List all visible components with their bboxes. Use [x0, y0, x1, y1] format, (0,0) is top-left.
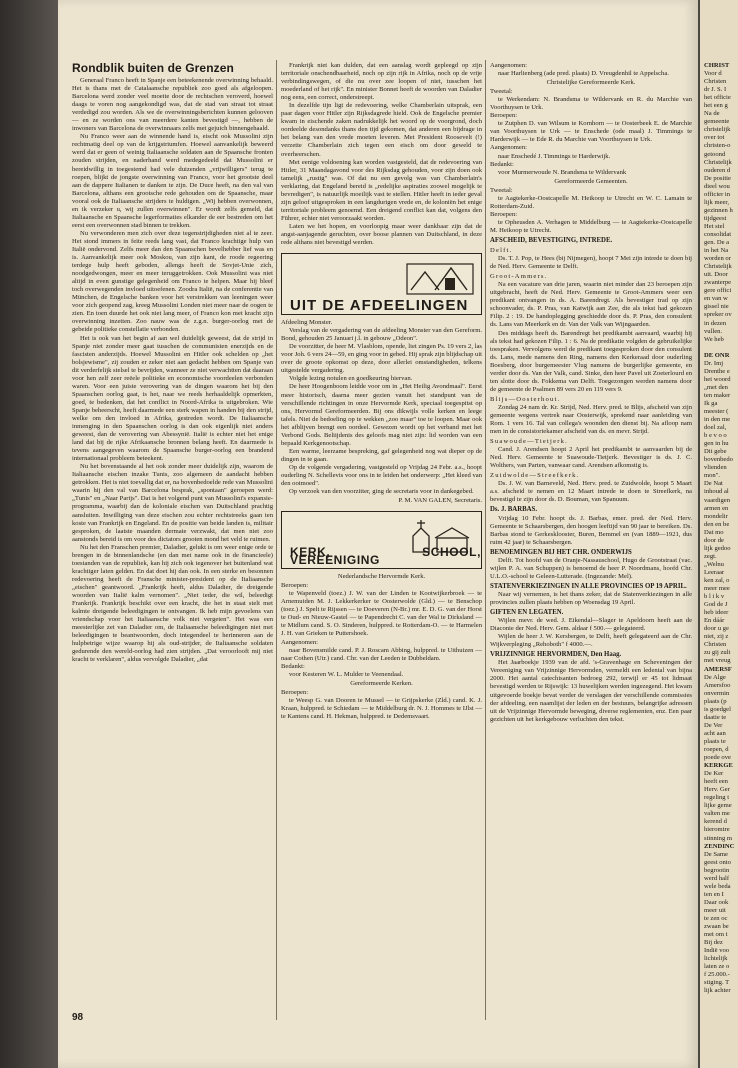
fragment-line: vullen.	[704, 327, 723, 335]
fragment-line: lijk achter	[704, 987, 731, 995]
fragment-line: Christen	[704, 78, 727, 86]
article-paragraph: Op de volgende vergadering, vastgesteld op Vrijdag 24 Febr. a.s., hoopt ouderling N. Schellevis voor ons in te leiden het onderwerp: „Het kleed van den ootmoed".	[281, 463, 482, 488]
article-paragraph: Aangenomen:	[281, 638, 318, 646]
fragment-line: poede ove	[704, 754, 731, 762]
section-heading: Ds. J. BARBAS.	[490, 506, 538, 514]
article-paragraph: Aangenomen:	[490, 144, 527, 152]
fragment-line: doel zal,	[704, 424, 727, 432]
fragment-line: getoond	[704, 150, 726, 158]
article-paragraph: Delft. Tot hoofd van de Oranje-Nassauschool, Hugo de Grootstraat (vac. wijlen P. A. van Schuppen) is benoemd de heer P. Noordmans, hoofd Chr. U.L.O.-school te Geleen-Lutterade. (Ingezande: Mel).	[490, 556, 692, 580]
fragment-line: het woord	[704, 375, 731, 383]
fragment-line: het officie	[704, 94, 731, 102]
fragment-line: Bij dez	[704, 939, 723, 947]
fragment-line: De Nat	[704, 480, 723, 488]
fragment-line: christen-o	[704, 142, 731, 150]
page-number: 98	[72, 1012, 84, 1023]
fragment-line: Daar ook	[704, 898, 729, 906]
article-paragraph: In dezelfde tijn ligt de redevoering, welke Chamberlain uitsprak, een paar dagen voor Hitler zijn Rijksdagrede hield. Ook de Engelsche premier kwam in eischende zaken nadrukkelijk het woord op de voorgrond, doch oordeelde desondanks thans den tijd gekomen, dat anderen een bijdrage in het belang van den vrede moeten leveren. Met President Roosevelt (!) verzette Chamberlain zich tegen een eisch om door geweld te overheerschen.	[281, 102, 482, 158]
fragment-line: mondelir	[704, 512, 728, 520]
article-paragraph: naar Enschedé J. Timmings te Harderwijk.	[498, 152, 611, 160]
article-paragraph: te Aagtekerke-Oostcapelle M. Heikoop te Utrecht en W. C. Lamain te Rotterdam-Zuid.	[490, 194, 692, 210]
fragment-line: De Ker	[704, 770, 724, 778]
signature: P. M. VAN GALEN, Secretaris.	[398, 497, 482, 505]
fragment-line: stinning m	[704, 834, 733, 842]
fragment-line: Christelijk	[704, 263, 732, 271]
article-paragraph: voor Kesteren W. L. Mulder te Veenendaal.	[289, 670, 404, 678]
fragment-line: niet, zij z	[704, 633, 729, 641]
place-heading: Delft.	[490, 247, 513, 255]
fragment-line: Dr. Imj	[704, 359, 724, 367]
article-paragraph: te Wapenveld (toez.) J. W. van der Linden te Kootwijkerbroek — te Arnemuiden M. J. Lekkerkerker te Oosterwolde (Gld.) — te Benschop (toez.) J. Spelt te Rijssen — te Doeveren (N-Br.) mr. E. D. G. van der Horst te Oud- en Nieuw-Gastel — te Papendrecht C. van der Wal te Dirksland — te Midlum cand. S. O. Sinderen, hulppred. te Rotterdam-O. — te Harmelen J. H. van Grieken te Puttershoek.	[281, 590, 482, 638]
fragment-line: Herv. Ger	[704, 786, 730, 794]
fragment-line: dieel wou	[704, 182, 730, 190]
banner-title: KERK, SCHOOL, VEREENIGING	[290, 545, 481, 568]
fragment-line: We heb	[704, 335, 724, 343]
section-heading: VRIJZINNIGE HERVORMDEN, Den Haag.	[490, 651, 622, 659]
fragment-line: ten en I	[704, 890, 724, 898]
article-paragraph: naar Bovensmilde cand. P. J. Roscam Abbing, hulppred. te Uithuizen — naar Cothen (Utr.) cand. Chr. van der Leeden te Dubbeldam.	[281, 646, 482, 662]
fragment-line: Amersfoo	[704, 681, 731, 689]
fragment-line: kerend d	[704, 818, 727, 826]
fragment-line: geest onto	[704, 858, 731, 866]
article-paragraph: Beroepen:	[490, 112, 518, 120]
fragment-line: zwanterpe	[704, 279, 732, 287]
article-paragraph: Nu verwonderen men zich over deze tegenstrijdigheden niet al te zeer. Het stond immers in feite reeds lang vast, dat Franco krachtige hulp van Italië ondervond. Zelfs meer dan den Spaanschen bevelhebber lief was en is. Aanvankelijk meer ook Moskou, van zijn kant, de roode regeering terdege hulp heeft geboden, allengs heeft de Sovjet-Unie zich, noodgedwongen, meer en meer teruggetrokken. Ook Mussolini was niet altijd in even gunstige gelegenheid om Franco te helpen. Maar hij bleef toch overwegenden invloed uitoefenen. Zoodra Italië, na de conferentie van München, de Engelsche banken voor het verstrekken van leeningen weer voor zich geopend zag, kreeg Mussolini Londen niet meer naar de oogen te zien. En toen duurde het ook niet lang meer, of Franco kon met kracht zijn overwinning inzetten. Zoo nauw was de z.g.n. burger-oorlog met de gebeide politieke constellatie verbonden.	[72, 229, 273, 334]
fragment-line: meer uit	[704, 906, 726, 914]
fragment-line: Dat mo	[704, 528, 724, 536]
binding-gutter	[0, 0, 58, 1068]
fragment-line: De Alge	[704, 673, 726, 681]
adjacent-page-column	[704, 62, 738, 995]
fragment-line: God de J	[704, 601, 728, 609]
article-paragraph: Beroepen:	[490, 210, 518, 218]
article-paragraph: Nu Franco weer aan de winnende hand is, eischt ook Mussolini zijn rechtmatig deel op van de krijgstriumfen. Hoewel aanvankelijk beweerd werd dat er geen of weinig Italiaansche soldaten aan de Spaansche fronten zouden strijden, en naderhand werd medegedeeld dat Mussolini er bereidwillig in toegestemd had vele duizenden „vrijwilligers" terug te roepen, blijkt de jongste overwinning van Franco, voor het grootste deel aan de dappere Italianen te danken te zijn. De Duce heeft, na den val van Barcelona, althans een grootsche rede gehouden om de Spaansche, maar vooral ook de Italiaansche strijders te huldigen. „Wij hebben overwonnen, en ik verzeker u, wij zullen overwinnen". Er wordt zelfs gemeld, dat Italiaansche en Spaansche legerformaties elkander de eer bestreden om het eerst een overwonnen stad binnen te trekken.	[72, 133, 273, 229]
article-paragraph: voor Murmerwoude N. Brandsma te Wildervank	[498, 168, 627, 176]
fragment-line: En dáár	[704, 617, 725, 625]
section-banner-afdeelingen	[281, 253, 482, 315]
fragment-line: lijk meer,	[704, 198, 730, 206]
section-subhead: Nederlandsche Hervormde Kerk.	[337, 573, 426, 581]
fragment-line: DE ONR	[704, 351, 730, 359]
fragment-line: hieromtre	[704, 826, 730, 834]
fragment-line: ten maker	[704, 391, 731, 399]
fragment-line: gen. De a	[704, 239, 730, 247]
fragment-line	[704, 344, 738, 352]
fragment-line: met om t	[704, 931, 728, 939]
place-heading: Blijs—Oosterhout.	[490, 395, 561, 403]
article-paragraph: De voorzitter, de heer M. Vlasblom, opende, liet zingen Ps. 19 vers 2, las voor Joh. 6 vers 24—59, en ging voor in gebed. Hij sprak zijn blijdschap uit over de groote opkomst op deze, door allerlei omstandigheden, telkens uitgestelde vergadering.	[281, 343, 482, 375]
article-paragraph: Wijlen mevr. de wed. J. Eikendal—Slager te Apeldoorn heeft aan de Diaconie der Ned. Herv. Gem. aldaar f 500.— gelegateerd.	[490, 617, 692, 633]
section-heading: BENOEMINGEN BIJ HET CHR. ONDERWIJS	[490, 548, 632, 556]
fragment-line: gere offici	[704, 287, 732, 295]
article-paragraph: Cand. J. Arendsen hoopt 2 April het predikambt te aanvaarden bij de Ned. Herv. Gemeente te Suawoude-Tietjerk. Bevestiger is ds. J. C. Wolthers, van Parten, vanwaar cand. Arendsen afkomstig is.	[490, 446, 692, 470]
section-subhead: Gereformeerde Kerken.	[350, 679, 413, 687]
banner-ornament-icon	[405, 260, 475, 300]
fragment-line: De Ver	[704, 721, 723, 729]
fragment-line: gissel nie	[704, 303, 729, 311]
fragment-line: christelijk	[704, 126, 731, 134]
fragment-line: roepen, d	[704, 745, 729, 753]
fragment-line: Leeraar	[704, 568, 725, 576]
fragment-line: plaats te	[704, 737, 726, 745]
fragment-line: begrootin	[704, 866, 730, 874]
article-paragraph: De heer Hoogenboom leidde voor om in „Het Heilig Avondmaal". Eerst meer historisch, daarna meer gezien vanuit het standpunt van de verschillende richtingen in onze Hervormde Kerk, speciaal toegespitst op ons, Hervormd Gereformeerden. Bij ons dikwijls volle kerken en leege tafels. Niet de bedoeling op te wekken „zoo maar" toe te loopen. Maar ook het afblijven brengt een oordeel. Gewezen wordt op het verband met het Verbond Gods. Beliijdenis des geloofs mag niet zijn: lid worden van een bepaald Kerkgenootschap.	[281, 383, 482, 447]
banner-title: UIT DE AFDEELINGEN	[290, 297, 469, 315]
fragment-line: daatie te	[704, 713, 727, 721]
fragment-line: Voor d	[704, 70, 722, 78]
article-paragraph: Na een vacature van drie jaren, waarin niet minder dan 23 beroepen zijn uitgebracht, heeft de Ned. Herv. Gemeente te Groot-Ammers weer een predikant ontvangen in ds. A. Barendregt. Als bevestiger trad op zijn schoonvader, ds. P. Pras, van Katwijk aan Zee, die als tekst had gekozen Filip. 2 : 19. De handoplegging geschiedde door ds. P. Pras, den consulent ds. Lans van Meerkerk en dr. Van der Valk van Wijngaarden.	[490, 281, 692, 329]
place-heading: Suawoude—Tietjerk.	[490, 438, 568, 446]
fragment-line: De positie	[704, 174, 731, 182]
fragment-line: „Welnu	[704, 560, 724, 568]
fragment-line: vlienden	[704, 464, 727, 472]
fragment-line: „met den	[704, 383, 728, 391]
fragment-line: dr J. S. I	[704, 86, 727, 94]
fragment-line: gemeente	[704, 118, 730, 126]
adjacent-page	[700, 0, 738, 1068]
article-paragraph: te Werkendam: N. Brandsma te Wildervank en R. du Marchie van Voorthuysen te Urk.	[490, 96, 692, 112]
article-paragraph: Ds. T. J. Pop, te Hees (bij Nijmegen), hoopt 7 Mei zijn intrede te doen bij de Ned. Herv. Gemeente te Delft.	[490, 255, 692, 271]
fragment-line: vaardigen	[704, 496, 730, 504]
article-paragraph: Frankrijk niet kan dulden, dat een aanslag wordt gepleegd op zijn territoriale onschendbaarheid, noch op zijn rijk in Afrika, noch op de vrije verbindingswegen, of die nu over zee loopen of niet, tusschen het moederland of het rijk". En minister Bonnet heeft de woorden van Daladier nog eens, een correct, onderstreept.	[281, 62, 482, 102]
place-heading: Zuidwolde—Streefkerk.	[490, 472, 580, 480]
fragment-line: KERKGE	[704, 762, 733, 770]
fragment-line: door de	[704, 536, 724, 544]
fragment-line: lichtelijk	[704, 955, 728, 963]
article-paragraph: Ds. J. W. van Barneveld, Ned. Herv. pred. te Zuidwolde, hoopt 5 Maart a.s. afscheid te nemen en 12 Maart intrede te doen te Streefkerk, na bevestigd te zijn door ds. D. Bouman, van Spanuum.	[490, 480, 692, 504]
fragment-line: Christelijk	[704, 158, 732, 166]
fragment-line: gezinnen h	[704, 206, 733, 214]
fragment-line: zwaan be	[704, 923, 729, 931]
article-paragraph: Generaal Franco heeft in Spanje een beteekenende overwinning behaald. Het is thans met de Catalaansche republiek zoo goed als afgeloopen. Barcelona werd zonder veel moeite door de rechtschen veroverd, hoewel daags te voren nog aangekondigd was, dat de stad van straat tot straat verdedigd zou worden. Als we de overwinningsberichten kunnen gelooven — en ze worden ons van meerdere kanten bevestigd —, hebben de inwoners van Barcelona de overwinnaars zelfs met gejuich binnengehaald.	[72, 77, 273, 133]
fragment-line: zegt.	[704, 552, 717, 560]
column-2	[281, 62, 482, 1022]
fragment-line: laten ze o	[704, 963, 730, 971]
article-paragraph: Volgde lezing notulen en goedkeuring hiervan.	[289, 375, 413, 383]
column-3	[490, 62, 692, 1022]
article-paragraph: Met eenige voldoening kan worden vastgesteld, dat de redevoering van Hitler, 31 Maandagavond voor des Rijksdag gehouden, voor zijn doen ook tamelijk „rustig" was. Of dat nu een gevolg was van Chamberlain's verklaring, dat Engeland bereid is „redelijke aspiraties zoowel mogelijk te bevredigen", is natuurlijk moeilijk vast te stellen. Hitler heeft in ieder geval zijn geloof uitgesproken in een langdurigen vrede en, de koloniën het enige territoriale probleem genoemd. Een dreigend conflict kan dat, volgens den Führer, echter niet veroorzaakt worden.	[281, 158, 482, 222]
fragment-line: consolidat	[704, 230, 732, 238]
fragment-line: armen en	[704, 504, 729, 512]
fragment-line: Na de	[704, 110, 720, 118]
fragment-line: spreker ov	[704, 311, 732, 319]
fragment-line: stiging. T	[704, 979, 730, 987]
fragment-line: het een g	[704, 102, 728, 110]
fragment-line: worden or	[704, 255, 731, 263]
article-paragraph: Tweetal:	[490, 88, 513, 96]
fragment-line: regeling t	[704, 794, 730, 802]
fragment-line: bovenbedo	[704, 456, 733, 464]
fragment-line: is goedgel	[704, 705, 731, 713]
fragment-line: officier in	[704, 190, 731, 198]
fragment-line: over tot	[704, 134, 725, 142]
column-rule	[276, 60, 277, 1020]
fragment-line: door u ge	[704, 625, 729, 633]
fragment-line: b e v o o	[704, 432, 727, 440]
fragment-line: CHRIST	[704, 62, 730, 69]
section-subhead: Gereformeerde Gemeenten.	[554, 177, 628, 185]
article-paragraph: Bedankt:	[490, 160, 514, 168]
section-heading: GIFTEN EN LEGATEN.	[490, 609, 564, 617]
article-paragraph: Tweetal:	[490, 186, 513, 194]
article-paragraph: Het Jaarboekje 1939 van de afd. 's-Gravenhage en Scheveningen der Vereeniging van Vrijzinnige Hervormden, vermeldt een ledental van bijna 2000. Het aantal catechisanten bedroeg 292, terwijl er 45 tot lidmaat bevestigd werden te Rijswijk: 13 huwelijken werden ingezegend. Het kwam uitgevoerde boekje bevat verder de verslagen der verschillende commissies der afdeeling, een naamlijst der leden en der bestuurs, belangrijke adressen uit de Vrijzinnige Hervormde beweging, diverse reglementen, enz. Een paar gezichten uit het kerkgebouw verluchten den tekst.	[490, 659, 692, 723]
place-heading: Groot-Ammers.	[490, 273, 548, 281]
article-paragraph: Des middags heeft ds. Barendregt het predikambt aanvaard, waarbij hij als tekst had gekozen Filip. 1 : 6. Na de predikatie volgden de gebruikelijke toespraken. Vervolgens werd de predikant toegesproken door den consulent ds. Lans, mede namens den Ring, namens den Kerkeraad door ouderling Boesberg, door burgemeester Vlug namens de burgerlijke gemeente, en verder door ds. Van der Valk, cand. Sinke, den heer Pavel uit Zoeterlourd en ten slotte door ds. Fokkema van Delft. Toegezongen werden namens door de gemeente de Psalmen 89 vers 20 en 119 vers 9.	[490, 329, 692, 393]
fragment-line: mon".	[704, 472, 721, 480]
fragment-line: in den me	[704, 416, 731, 424]
fragment-line: lijke geme	[704, 802, 732, 810]
fragment-line: Christen	[704, 641, 727, 649]
article-paragraph: Aangenomen:	[490, 62, 527, 69]
fragment-line: werd half	[704, 874, 730, 882]
fragment-line: den en be	[704, 520, 730, 528]
fragment-line: zu gij zult	[704, 649, 731, 657]
column-1	[72, 62, 273, 1022]
article-paragraph: naar Harlienberg (ade pred. plaats) D. Vreugdenhil te Appelscha.	[498, 70, 669, 78]
fragment-line: gen in hu	[704, 440, 729, 448]
fragment-line: met vreug	[704, 657, 731, 665]
fragment-line: b l i k v	[704, 593, 725, 601]
article-paragraph: te Opheusden A. Verhagen te Middelburg — te Aagtekerke-Oostcapelle M. Heikoop te Utrecht.	[490, 218, 692, 234]
section-heading: STATENVERKIEZINGEN IN ALLE PROVINCIES OP 19 APRIL.	[490, 582, 687, 590]
article-paragraph: Bedankt:	[281, 662, 305, 670]
section-banner-kerk	[281, 511, 482, 569]
section-heading: AFSCHEID, BEVESTIGING, INTREDE.	[490, 236, 613, 244]
fragment-line: meer mee	[704, 585, 730, 593]
article-paragraph: Wijlen de heer J. W. Kersbergen, te Delft, heeft gelegateerd aan de Chr. Wijkverpleging „Rehoboth" f 4000.—.	[490, 633, 692, 649]
fragment-line: Ik ga	[704, 399, 718, 407]
fragment-line: in dezen	[704, 319, 727, 327]
section-subhead: Christelijke Gereformeerde Kerk.	[546, 79, 636, 87]
fragment-line: heb ideer	[704, 609, 729, 617]
article-paragraph: Laten we het hopen, en voorloopig maar weer dankbaar zijn dat de angst-aanjagende geruchten, over boose plannen van Duitschland, in deze rede althans niet bevestigd werden.	[281, 222, 482, 247]
fragment-line: heeft een	[704, 778, 728, 786]
fragment-line: ken zal, o	[704, 577, 730, 584]
fragment-line: te zen oc	[704, 914, 728, 922]
article-paragraph: Beroepen:	[281, 688, 309, 696]
article-paragraph: Afdeeling Monster.	[281, 319, 333, 327]
fragment-line: tijdgeest	[704, 214, 727, 222]
fragment-line: De Same	[704, 850, 728, 858]
fragment-line: in het Na	[704, 247, 729, 255]
fragment-line: uit. Door	[704, 271, 728, 279]
article-paragraph: te Zutphen D. van Wilsum te Kornhorn — te Oosterbeek E. de Marchie van Voorthuysen te Urk — te Enschede (ode maal) J. Timmings te Harderwijk — te Ede R. du Marchie van Voorthuysen te Urk.	[490, 120, 692, 144]
fragment-line: ZENDINC	[704, 842, 735, 850]
article-paragraph: te Weesp G. van Dooren te Mussel — te Grijpskerke (Zld.) cand. K. J. Kraan, hulppred. te Schiedam — te Middelburg dr. N. J. Hommes te IJlst — te Kantens cand. H. Hekman, hulppred. te Dedemsvaart.	[281, 696, 482, 720]
article-title: Rondblik buiten de Grenzen	[72, 62, 234, 75]
article-paragraph: Vrijdag 10 Febr. hoopt ds. J. Barbas, emer. pred. der Ned. Herv. Gemeente te Schaarsbergen, den hoogen leeftijd van 90 jaar te bereiken. Ds. Barbas stond te Gerkesklooster, Buren, Bemmel en (van 1889—1921, dus ruim 42 jaar) te Schaarsbergen.	[490, 514, 692, 546]
article-paragraph: Het is ook van het begin af aan wel duidelijk geweest, dat de strijd in Spanje niet zonder meer gaat tusschen de communisten enerzijds en de fascisten anderzijds. Hoewel Mussolini en Hitler ook schelden op „het bolsjewisme", zij zouden er zeker niet aan gedacht hebben om Spanje van dit verderfelijk stelsel te bevrijden, wanneer ze niet verwachtten dat daaraan voor hen zelf zeer reëele politieke en economische voordeelen verbonden waren. Voor een juiste verovering van de dingen waarom het bij den Spaanschen oorlog gaat, is het, naar we reeds herhaaldelijk opmerkten, goed, te bedenken, dat het conflict in Noord-Afrika is uitgebroken. Wie Spanje beheerscht, heeft daarmede een sterk wapen in handen bij den strijd, welke om den invloed in Afrika, gestreden wordt. De Italiaansche inmenging in den Spaanschen oorlog is dan ook eigenlijk niet anders geweest, dan de verovering van Abessynië. Italië is echter niet het enige land dat bij de rijke Afrikaansche bronnen belang heeft. En daarmede is tevens aangegeven waarom de Spaansche burger-oorlog een brandend internationaal probleem beteekent.	[72, 334, 273, 463]
fragment-line: AMERSF	[704, 665, 732, 673]
article-paragraph: Nu het bovenstaande al het ook zonder meer duidelijk zijn, waarom de Italiaansche eischen inzake Tunis, zoo algemeen de aandacht hebben getrokken. Het is niet toevallig dat er, na bovenbedoelde rede van Mussolini waarin hij den val van Barcelona besprak, „spontaan" geroepen werd: „Tunis" en „Naar Parijs". Dat is het volgend punt van Mussolini's expansie-programma, waarbij dan de koloniale eischen van Duitschland prachtig aansluiten. Inwilliging van deze eischen zou echter rechtstreeks gaan ten koste van Frankrijk en Engeland. En de positie van beide landen is, militair gesproken, de laatste maanden dermate verzwakt, dat men niet zoo aanstonds bereid is om voor des dictators grooten mond het veld te ruimen.	[72, 463, 273, 543]
fragment-line: meester (	[704, 408, 729, 416]
fragment-line: ouderen d	[704, 166, 731, 174]
article-paragraph: Een warme, leerzame bespreking, gaf gelegenheid nog wat dieper op de dingen in te gaan.	[281, 447, 482, 463]
fragment-line: valten me	[704, 810, 730, 818]
fragment-line: lijk gedoo	[704, 544, 731, 552]
fragment-line: plaats (p	[704, 697, 727, 705]
fragment-line: Het stel	[704, 222, 725, 230]
article-paragraph: Zondag 24 nam dr. Kr. Strijd, Ned. Herv. pred. te Blijs, afscheid van zijn gemeente wegens vertrek naar Oosterwijk, sprekend naar aanleiding van Rom. 1 vers 16. Tal van collega's woonden den dienst bij. Na afloop nam men in de consistoriekamer afscheid van ds. en mevr. Strijd.	[490, 403, 692, 436]
fragment-line: Dit gebe	[704, 448, 727, 456]
fragment-line: wele beda	[704, 882, 731, 890]
article-paragraph: Naar wij vernemen, is het thans zeker, dat de Statenverkiezingen in alle provincies zullen plaats hebben op Woensdag 19 April.	[490, 590, 692, 606]
fragment-line: inhoud al	[704, 488, 729, 496]
article-paragraph: Nu het den Franschen premier, Daladier, gelukt is om weer enige orde te brengen in de binnenlandsche (en dan met name ook in de financieele) toestanden van de republiek, kan hij zich ook tegenover het buitenland wat krachtiger laten gelden. En dat doet hij dan ook. In een sterke en besonnen redevoering heeft de Fransche minister-president op de Italiaansche „eischen" geantwoord. „Frankrijk heeft, aldus Daladier, de dreigende woorden van Italië kalm vernomen". „Niet ieder, die wil, beleedigt Frankrijk. Frankrijk beschikt over een kracht, die het in staat stelt met kalmte dreigende beleedigingen te ontvangen. Ik heb mijn gevoelens van vriendschap voor het Italiaansche volk niet vergeten". Het was een meesterlijke zet van Daladier om, de Italiaansche beleedigingen niet met beleedigingen te beantwoorden, doch integendeel te herinneren aan de hulpbetrige wijze waarop hij als oud-strijder, de Italiaansche soldaten gedurende den wereld-oorlog had zien strijden. „Dat veroorlooft mij niet kracht te verklaren", aldus vervolgde Daladier, „dat	[72, 543, 273, 664]
fragment-line: f 25.000.-	[704, 971, 730, 979]
fragment-line: Drenthe e	[704, 367, 730, 375]
fragment-line: onvermin	[704, 689, 730, 697]
article-paragraph: Verslag van de vergadering van de afdeeling Monster van den Gereform. Bond, gehouden 25 Januari j.l. in gebouw „Odeon".	[281, 327, 482, 343]
column-rule	[485, 60, 486, 1020]
fragment-line: acht aan	[704, 729, 726, 737]
article-paragraph: Op verzoek van den voorzitter, ging de secretaris voor in dankegebed.	[289, 488, 474, 496]
fragment-line: en van w	[704, 295, 728, 303]
article-paragraph: Beroepen:	[281, 582, 309, 590]
fragment-line: Indië voo	[704, 947, 730, 955]
